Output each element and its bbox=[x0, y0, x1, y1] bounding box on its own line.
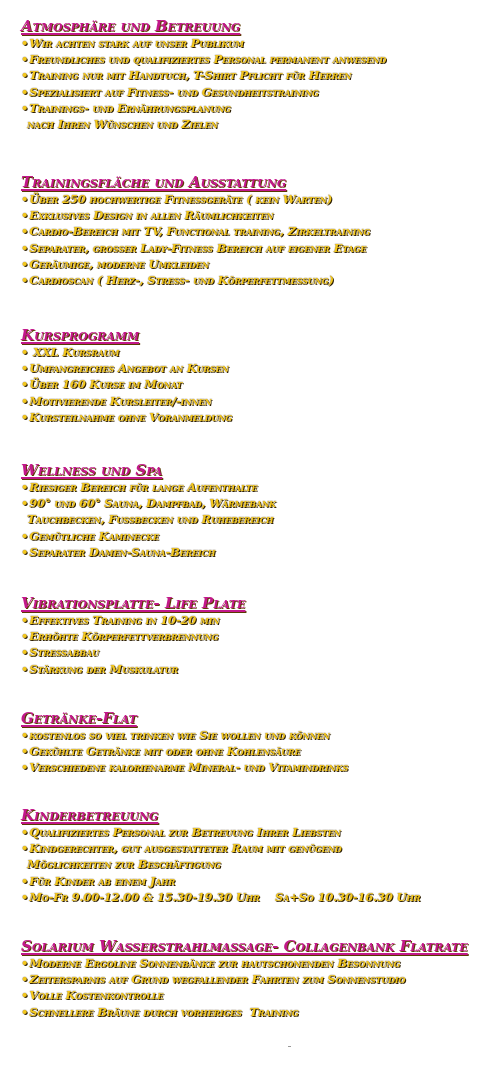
list-item: •Zeitersparnis auf Grund wegfallender Fahrten zum Sonnenstudio bbox=[21, 972, 406, 987]
list-item-continuation: Tauchbecken, Fußbecken und Ruhebereich bbox=[27, 512, 274, 527]
list-item: •Mo-Fr 9.00-12.00 & 15.30-19.30 Uhr Sa+So 10.30-16.30 Uhr bbox=[21, 889, 421, 904]
list-item: •Spezialisiert auf Fitness- und Gesundheitstraining bbox=[21, 84, 319, 99]
section-vibration-plate bbox=[21, 595, 476, 677]
list-item: •Erhöhte Körperfettverbrennung bbox=[21, 629, 219, 644]
list-item: •Motivierende Kursleiter/-innen bbox=[21, 393, 212, 408]
list-item: •Für Kinder ab einem Jahr bbox=[21, 873, 176, 888]
section-heading: Solarium Wasserstrahlmassage- Collagenbank Flatrate bbox=[21, 937, 468, 955]
list-item: •Cardioscan ( Herz-, Stress- und Körperfettmessung) bbox=[21, 273, 334, 288]
list-item: •Trainings- und Ernährungsplanung bbox=[21, 100, 231, 115]
footer-mark bbox=[288, 1046, 291, 1047]
section-heading: Kinderbetreuung bbox=[21, 806, 159, 824]
list-item: • XXL Kursraum bbox=[21, 345, 120, 359]
list-item: •Gekühlte Getränke mit oder ohne Kohlensäure bbox=[21, 744, 301, 759]
list-item: •Umfangreiches Angebot an Kursen bbox=[21, 361, 229, 376]
list-item: •Verschiedene kalorienarme Mineral- und Vitamindrinks bbox=[21, 760, 349, 775]
list-item: •Qualifiziertes Personal zur Betreuung Ihrer Liebsten bbox=[21, 825, 341, 839]
list-item: •Separater, großer Lady-Fitness Bereich auf eigener Etage bbox=[21, 240, 367, 255]
section-heading: Trainingsfläche und Ausstattung bbox=[21, 173, 287, 191]
section-wellness-spa bbox=[21, 462, 476, 560]
list-item: •Kursteilnahme ohne Voranmeldung bbox=[21, 409, 233, 424]
list-item: •Über 160 Kurse im Monat bbox=[21, 377, 183, 392]
list-item: •Moderne Ergoline Sonnenbänke zur hautschonenden Besonnung bbox=[21, 956, 401, 970]
section-training-area bbox=[21, 174, 476, 288]
section-heading: Getränke-Flat bbox=[21, 709, 137, 727]
section-solarium bbox=[21, 938, 476, 1020]
section-course-program bbox=[21, 327, 476, 425]
list-item: •Stärkung der Muskulatur bbox=[21, 661, 179, 676]
list-item: •Separater Damen-Sauna-Bereich bbox=[21, 544, 216, 559]
list-item: •Kindgerechter, gut ausgestatteter Raum mit genügend bbox=[21, 841, 342, 856]
list-item: •Riesiger Bereich für lange Aufenthalte bbox=[21, 480, 258, 494]
list-item: •Volle Kostenkontrolle bbox=[21, 988, 164, 1003]
list-item: •Stressabbau bbox=[21, 645, 99, 660]
section-heading: Vibrationsplatte- Life Plate bbox=[21, 594, 246, 612]
list-item: •90° und 60° Sauna, Dampfbad, Wärmebank bbox=[21, 496, 276, 511]
list-item: •Wir achten stark auf unser Publikum bbox=[21, 36, 244, 50]
list-item: •Training nur mit Handtuch, T-Shirt Pflicht für Herren bbox=[21, 68, 352, 83]
list-item: •Schnellere Bräune durch vorheriges Training bbox=[21, 1004, 299, 1019]
list-item: •kostenlos so viel trinken wie Sie wollen und können bbox=[21, 728, 330, 742]
section-atmosphere bbox=[21, 18, 476, 132]
section-heading: Wellness und Spa bbox=[21, 461, 163, 479]
list-item: •Gemütliche Kaminecke bbox=[21, 528, 159, 543]
section-drinks-flat bbox=[21, 710, 476, 776]
section-childcare bbox=[21, 807, 476, 905]
list-item-continuation: nach Ihren Wünschen und Zielen bbox=[27, 117, 218, 132]
section-heading: Kursprogramm bbox=[21, 326, 140, 344]
list-item-continuation: Möglichkeiten zur Beschäftigung bbox=[27, 857, 221, 872]
section-heading: Atmosphäre und Betreuung bbox=[21, 17, 241, 35]
list-item: •Geräumige, moderne Umkleiden bbox=[21, 256, 209, 271]
list-item: •Exklusives Design in allen Räumlichkeiten bbox=[21, 208, 274, 223]
list-item: •Über 250 hochwertige Fitnessgeräte ( kein Warten) bbox=[21, 192, 333, 206]
list-item: •Freundliches und qualifiziertes Personal permanent anwesend bbox=[21, 52, 387, 67]
list-item: •Cardio-Bereich mit TV, Functional training, Zirkeltraining bbox=[21, 224, 371, 239]
list-item: •Effektives Training in 10-20 min bbox=[21, 613, 220, 627]
